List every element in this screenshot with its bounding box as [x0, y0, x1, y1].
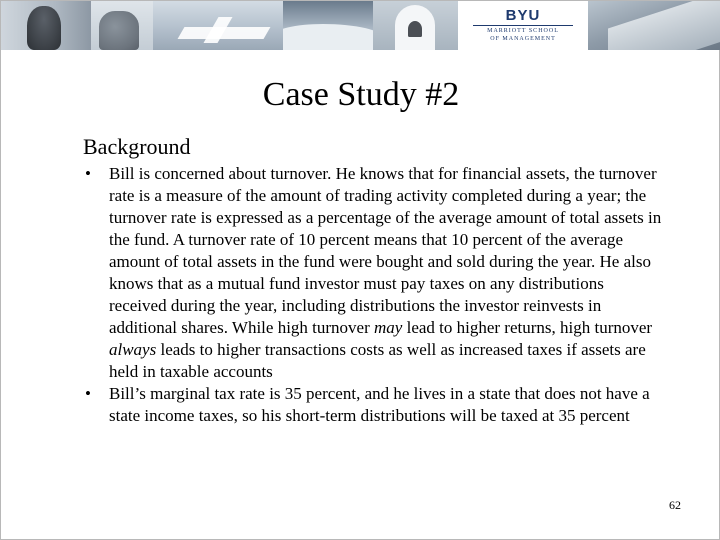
- header-banner: [1, 1, 720, 50]
- building-photo: [588, 1, 720, 50]
- bullet-marker: •: [85, 164, 91, 183]
- byu-logo: [458, 1, 588, 50]
- bullet-list: [83, 163, 663, 427]
- bullet-marker: •: [85, 384, 91, 403]
- page-number: 62: [669, 498, 681, 512]
- section-heading: Background: [83, 134, 191, 159]
- logo-text: BYU: [505, 7, 541, 24]
- bullet-text: lead to higher returns, high turnover: [402, 318, 653, 337]
- bullet-text: leads to higher transactions costs as well as increased taxes if assets are held in taxable accounts: [109, 340, 646, 381]
- bullet-text: Bill’s marginal tax rate is 35 percent, and he lives in a state that does not have a state income taxes, so his short-term distributions will be taxed at 35 percent: [109, 384, 650, 425]
- mountain-photo: [283, 1, 373, 50]
- logo-subtitle-2: OF MANAGEMENT: [490, 36, 556, 42]
- logo-subtitle-1: MARRIOTT SCHOOL: [487, 28, 559, 34]
- bullet-item: [83, 163, 663, 383]
- emphasis-text: may: [374, 318, 403, 337]
- bullet-text: Bill is concerned about turnover. He knows that for financial assets, the turnover rate is a measure of the amount of trading activity completed during a year; the turnover rate is expressed as a percentage of the average amount of total assets in the fund. A turnover rate of 10 percent means that 10 percent of the average amount of total assets in the fund were bought and sold during the year. He also knows that as a mutual fund investor must pay taxes on any distributions received during the year, including distributions the investor reinvests in additional shares. While high turnover: [109, 164, 662, 337]
- statue-photo: [1, 1, 91, 50]
- statue-photo-2: [91, 1, 153, 50]
- emphasis-text: always: [109, 340, 157, 359]
- mountain-y-photo: [153, 1, 283, 50]
- bullet-item: [83, 383, 663, 427]
- bell-tower-photo: [373, 1, 458, 50]
- slide-title: Case Study #2: [262, 76, 460, 113]
